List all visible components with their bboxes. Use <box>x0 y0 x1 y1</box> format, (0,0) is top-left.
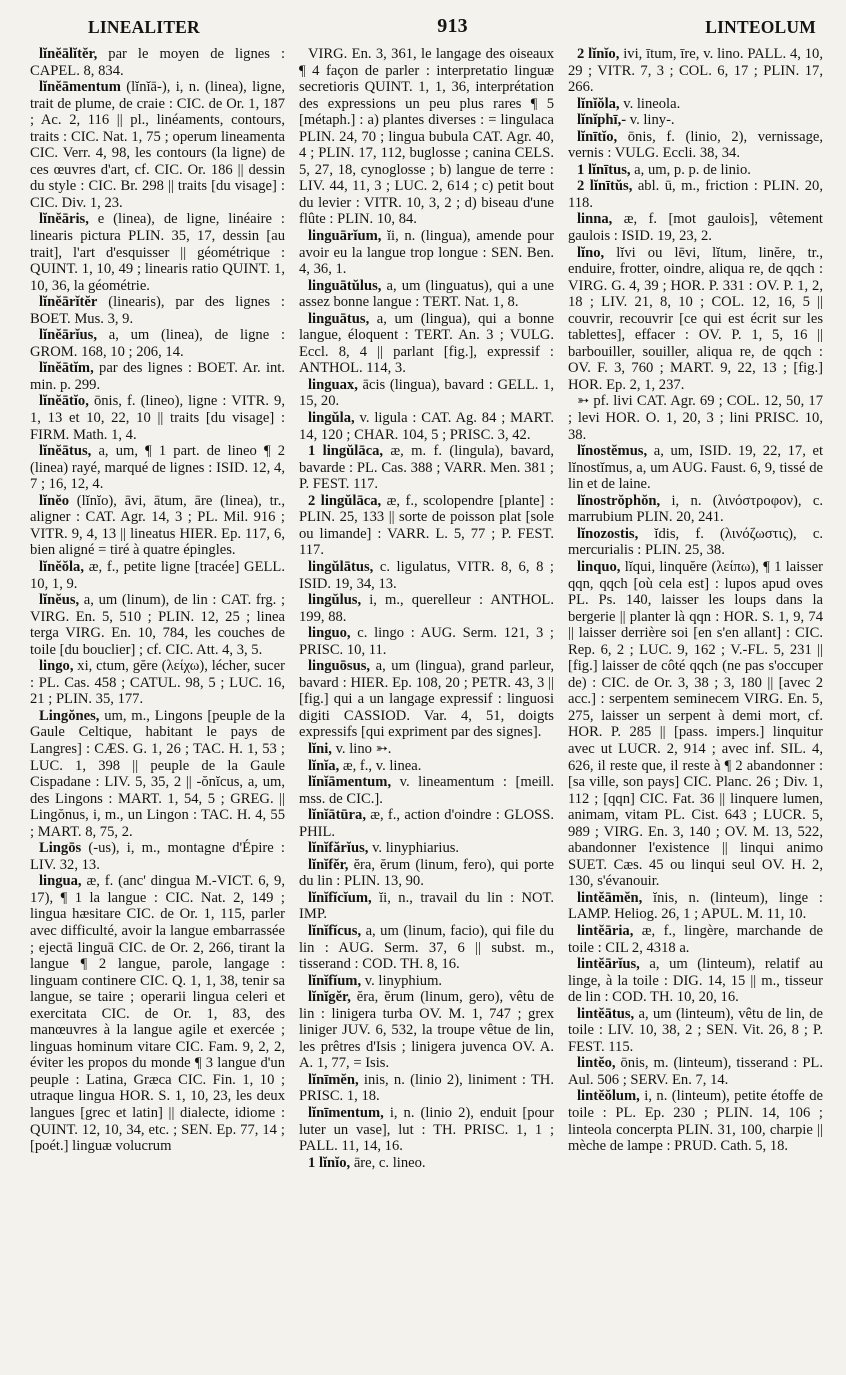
dictionary-entry <box>568 559 823 890</box>
entry-text: v. ligula : CAT. Ag. 84 ; MART. 14, 120 ; CHAR. 104, 5 ; PRISC. 3, 42. <box>299 410 554 443</box>
entry-text: VIRG. En. 3, 361, le langage des oiseaux ¶ 4 façon de parler : interpretatio linguæ secretioris QUINT. 1, 1, 36, interprétation des expressions un peu plus rares ¶ 5 [métaph.] : a) plantes diverses : = lingulaca PLIN. 24, 70 ; lingua bubula CAT. Agr. 40, 4 ; PLIN. 17, 112, buglosse ; canina CELS. 5, 27, 18, cynoglosse ; b) langue de terre : LIV. 44, 11, 3 ; LUC. 2, 614 ; c) petit bout du levier : VITR. 10, 3, 2 ; d) biseau d'une flûte : PLIN. 10, 84. <box>299 46 554 228</box>
entry-text: v. lineola. <box>619 95 681 112</box>
dictionary-entry <box>299 923 554 973</box>
entry-headword: lĭnĕārĭtĕr <box>39 294 98 311</box>
dictionary-entry <box>299 989 554 1072</box>
dictionary-entry <box>568 1006 823 1056</box>
page-number: 913 <box>437 15 468 37</box>
entry-headword: lintĕārĭus, <box>577 956 640 973</box>
entry-headword: lĭnĭŏla, <box>577 95 620 112</box>
entry-text: a, um (linum, facio), qui file du lin : AUG. Serm. 37, 6 || subst. m., tisserand : COD. TH. 8, 16. <box>299 922 554 973</box>
entry-headword: lĭnĭa, <box>308 757 340 774</box>
entry-headword: lĭnĭfărĭus, <box>308 840 369 857</box>
entry-headword: lingo, <box>39 658 74 675</box>
column-1 <box>30 46 285 1171</box>
entry-text: ĭi, n., travail du lin : NOT. IMP. <box>299 889 554 923</box>
entry-headword: lĭnīmentum, <box>308 1105 384 1121</box>
entry-text: lĭvi ou lēvi, lĭtum, linĕre, tr., enduire, frotter, oindre, aliqua re, de qqch : VIRG. G. 4, 39 ; HOR. P. 331 : OV. P. 1, 2, 18 ; LIV. 21, 8, 10 ; COL. 12, 16, 5 || couvrir, recouvrir [ce qui est écrit sur les tablettes], effacer : OV. P. 1, 5, 16 || barbouiller, souiller, aliqua re, de qqch : OV. F. 3, 760 ; MART. 9, 22, 13 ; [fig.] HOR. Ep. 2, 1, 237. <box>568 244 823 393</box>
entry-headword: lĭnozostis, <box>577 525 639 542</box>
dictionary-entry <box>568 46 823 96</box>
entry-headword: lingua, <box>39 873 82 890</box>
dictionary-entry <box>568 129 823 162</box>
entry-text: (linearis), par des lignes : BOET. Mus. 3, 9. <box>30 294 285 327</box>
entry-headword: lĭno, <box>577 244 605 261</box>
entry-text: æ, f., v. linea. <box>339 757 422 774</box>
dictionary-entry <box>568 178 823 211</box>
entry-text: a, um, ISID. 19, 22, 17, et lĭnostĭmus, a, um AUG. Faust. 6, 9, tissé de lin et de laine. <box>568 443 823 493</box>
entry-headword: lĭnĕātĭm, <box>39 360 94 377</box>
dictionary-entry <box>299 443 554 493</box>
dictionary-entry <box>299 1072 554 1105</box>
entry-text: v. linyphiarius. <box>368 840 460 857</box>
entry-text: ĕra, ĕrum (linum, gero), vêtu de lin : linigera turba OV. M. 1, 747 ; grex liniger JUV. 6, 532, la troupe vêtue de lin, les prêtres d'Isis ; linigera juvenca OV. A. A. 1, 77, = Isis. <box>299 989 554 1072</box>
entry-headword: lĭnīmĕn, <box>308 1071 359 1088</box>
dictionary-entry <box>299 228 554 278</box>
entry-headword: lintĕāmĕn, <box>577 889 643 906</box>
dictionary-entry <box>299 493 554 559</box>
entry-text: æ, f., action d'oindre : GLOSS. PHIL. <box>299 807 554 840</box>
entry-headword: lĭnĭfĕr, <box>308 856 349 873</box>
entry-text: a, um (linum), de lin : CAT. frg. ; VIRG. En. 5, 510 ; PLIN. 12, 25 ; linea terga VIRG. En. 10, 784, les couches de toile [du bouclier] ; cf. CIC. Att. 4, 3, 5. <box>30 592 285 658</box>
dictionary-entry <box>299 807 554 840</box>
entry-headword: linquo, <box>577 558 621 575</box>
entry-headword: lĭnĕāmentum <box>39 79 121 96</box>
column-2 <box>299 46 554 1171</box>
entry-headword: lĭnītĭo, <box>577 128 618 145</box>
dictionary-entry <box>299 311 554 377</box>
entry-text: æ, m. f. (lingula), bavard, bavarde : PL. Cas. 388 ; VARR. Men. 381 ; P. FEST. 117. <box>299 443 555 493</box>
entry-headword: lĭnĭfĭcĭum, <box>308 889 372 906</box>
right-guide-word: LINTEOLUM <box>705 17 816 37</box>
dictionary-entry <box>30 658 285 708</box>
entry-text: a, um, ¶ 1 part. de lineo ¶ 2 (linea) rayé, marqué de lignes : ISID. 12, 4, 7 ; 16, 12, 4. <box>30 443 285 493</box>
entry-headword: lintĕāria, <box>577 922 634 939</box>
entry-text: inis, n. (linio 2), liniment : TH. PRISC. 1, 18. <box>299 1071 554 1105</box>
entry-headword: linguārĭum, <box>308 228 382 245</box>
entry-text: abl. ū, m., friction : PLIN. 20, 118. <box>568 178 824 211</box>
dictionary-entry <box>30 211 285 294</box>
entry-text: (-us), i, m., montagne d'Épire : LIV. 32, 13. <box>30 840 285 873</box>
entry-headword: lĭnĕārĭus, <box>39 327 97 344</box>
dictionary-entry <box>299 973 554 990</box>
dictionary-entry <box>30 559 285 592</box>
entry-headword: 2 lĭnītŭs, <box>577 178 633 195</box>
dictionary-entry <box>299 278 554 311</box>
entry-headword: Lingōs <box>39 840 82 857</box>
entry-headword: lĭnĕus, <box>39 592 80 609</box>
entry-headword: linguātus, <box>308 310 370 327</box>
entry-headword: lintĕŏlum, <box>577 1088 640 1105</box>
entry-headword: 1 lĭnītus, <box>577 161 631 178</box>
dictionary-entry <box>299 774 554 807</box>
dictionary-entry <box>299 592 554 625</box>
dictionary-entry <box>30 393 285 443</box>
entry-text: e (linea), de ligne, linéaire : linearis pictura PLIN. 35, 17, dessin [au trait], l'art d'esquisser || géométrique : QUINT. 1, 10, 49 ; linearis ratio QUINT. 1, 10, 36, la géométrie. <box>30 211 285 294</box>
entry-headword: linguo, <box>308 625 351 642</box>
entry-text: lĭqui, linquĕre (λείπω), ¶ 1 laisser qqn, qqch [où cela est] : lupos apud oves PL. Ps. 140, laisser les loups dans la bergerie || planter là qqn : HOR. S. 1, 9, 74 || laisser derrière soi [en s'en allant] : CIC. Rep. 6, 2 ; LUC. 9, 162 ; V.-FL. 5, 231 || [fig.] laisser de côté qqch (ne pas s'occuper de) : CIC. de Or. 3, 38 ; 3, 180 || [avec 2 acc.] : serpentem seminecem VIRG. En. 5, 275, laisser un serpent à demi mort, cf. HOR. P. 285 || [pass. impers.] linquitur avec ut LUCR. 2, 914 ; avec inf. SIL. 4, 626, il reste que, il reste à ¶ 2 abandonner : [sa ville, son pays] CIC. Planc. 26 ; Div. 1, 112 ; [qqn] CIC. Fat. 36 || linquere lumen, animam, vitam PL. Cist. 643 ; LUCR. 5, 989 ; VIRG. En. 3, 140 ; OV. M. 13, 522, abandonner l'existence || linqui animo SUET. Cæs. 45 ou linqui seul OV. H. 2, 130, s'évanouir. <box>568 558 823 890</box>
dictionary-entry <box>30 360 285 393</box>
entry-headword: 1 lingŭlāca, <box>308 443 384 460</box>
entry-text: æ, f., scolopendre [plante] : PLIN. 25, 133 || sorte de poisson plat [sole ou limande] : VARR. L. 5, 77 ; P. FEST. 117. <box>299 492 554 559</box>
entry-text: ĭi, n. (lingua), amende pour avoir eu la langue trop longue : SEN. Ben. 4, 36, 1. <box>299 228 554 278</box>
dictionary-entry <box>299 410 554 443</box>
entry-headword: lĭnĭphī,- <box>577 112 627 129</box>
dictionary-entry <box>299 890 554 923</box>
entry-headword: 2 lingŭlāca, <box>308 492 382 509</box>
entry-text: i, n. (linteum), petite étoffe de toile : PL. Ep. 230 ; PLIN. 14, 106 ; linteola concerpta PLIN. 31, 100, charpie || mèche de lampe : PRUD. Cath. 5, 18. <box>568 1088 823 1155</box>
dictionary-entry <box>30 294 285 327</box>
entry-headword: lĭnĕo <box>39 492 69 509</box>
column-3 <box>568 46 823 1171</box>
entry-headword: lĭnĕātĭo, <box>39 393 89 410</box>
entry-text: ivi, ītum, īre, v. lino. PALL. 4, 10, 29 ; VITR. 7, 3 ; COL. 6, 17 ; PLIN. 17, 266. <box>568 46 823 96</box>
entry-text: a, um, p. p. de linio. <box>630 161 751 178</box>
entry-headword: linguōsus, <box>308 658 371 675</box>
dictionary-entry <box>30 443 285 493</box>
entry-text: ācis (lingua), bavard : GELL. 1, 15, 20. <box>299 376 554 410</box>
entry-text: (lĭnĭā-), i, n. (linea), ligne, trait de plume, de craie : CIC. de Or. 1, 187 ; Ac. 2, 116 || pl., linéaments, contours, traits : CIC. Nat. 1, 75 ; operum lineamenta CIC. Verr. 4, 98, les contours (la ligne) de ces œuvres d'art, cf. CIC. Or. 186 || dessin du style : CIC. Br. 298 || traits [du visage] : CIC. Div. 1, 23. <box>30 79 285 211</box>
entry-headword: lĭnĕāris, <box>39 211 89 228</box>
dictionary-entry <box>299 625 554 658</box>
entry-text: ➳ pf. livi CAT. Agr. 69 ; COL. 12, 50, 17 ; levi HOR. O. 1, 20, 3 ; lini PRISC. 10, 38. <box>568 393 823 443</box>
entry-headword: linna, <box>577 211 613 228</box>
entry-headword: linguax, <box>308 376 358 393</box>
dictionary-entry <box>568 923 823 956</box>
entry-headword: lintĕo, <box>577 1055 616 1072</box>
entry-text: v. liny-. <box>626 112 675 129</box>
dictionary-entry <box>568 162 823 179</box>
entry-text: ōnis, m. (linteum), tisserand : PL. Aul. 506 ; SERV. En. 7, 14. <box>568 1055 823 1088</box>
entry-text: v. linyphium. <box>361 972 443 989</box>
entry-headword: lintĕātus, <box>577 1005 635 1022</box>
entry-headword: lĭnostrŏphŏn, <box>577 492 661 509</box>
entry-text: xi, ctum, gĕre (λείχω), lécher, sucer : PL. Cas. 458 ; CATUL. 98, 5 ; LUC. 16, 21 ; PLIN. 35, 177. <box>30 658 285 708</box>
entry-text: c. lingo : AUG. Serm. 121, 3 ; PRISC. 10, 11. <box>299 625 554 658</box>
entry-text: ōnis, f. (linio, 2), vernissage, vernis : VULG. Eccli. 38, 34. <box>568 128 823 162</box>
dictionary-entry <box>299 1155 554 1172</box>
entry-headword: lĭnĭātūra, <box>308 807 366 824</box>
entry-headword: lĭnĕŏla, <box>39 558 84 575</box>
running-header <box>30 8 834 38</box>
dictionary-entry <box>30 79 285 211</box>
dictionary-entry <box>299 559 554 592</box>
entry-text: i, n. (linio 2), enduit [pour luter un vase], lut : TH. PRISC. 1, 1 ; PALL. 11, 14, 16. <box>299 1105 554 1155</box>
dictionary-entry <box>568 443 823 493</box>
dictionary-entry <box>568 1088 823 1154</box>
dictionary-entry <box>299 857 554 890</box>
dictionary-entry <box>30 708 285 840</box>
dictionary-entry <box>30 840 285 873</box>
dictionary-entry <box>299 377 554 410</box>
entry-text: a, um (lingua), grand parleur, bavard : HIER. Ep. 108, 20 ; PETR. 43, 3 || [fig.] qui a un langage expressif : linguosi digiti CASSIOD. Var. 4, 51, doigts expressifs [qui expriment par des signes]. <box>299 658 554 741</box>
entry-headword: linguātŭlus, <box>308 277 382 294</box>
entry-text: (lĭnĭo), āvi, ātum, āre (linea), tr., aligner : CAT. Agr. 14, 3 ; PL. Mil. 916 ; VITR. 9, 4, 13 || lineatus HIER. Ep. 117, 6, bien aligné = tiré à quatre épingles. <box>30 492 285 559</box>
entry-text: æ, f., lingère, marchande de toile : CIL 2, 4318 a. <box>568 922 823 956</box>
entry-text: v. lineamentum : [meill. mss. de CIC.]. <box>299 774 554 807</box>
dictionary-entry <box>30 592 285 658</box>
dictionary-entry <box>30 46 285 79</box>
entry-headword: 2 lĭnĭo, <box>577 46 620 62</box>
dictionary-entry <box>568 526 823 559</box>
entry-text: um, m., Lingons [peuple de la Gaule Celtique, habitant le pays de Langres] : CÆS. G. 1, 26 ; TAC. H. 1, 53 ; LUC. 1, 398 || peuple de la Gaule Cispadane : LIV. 5, 35, 2 || -ŏnĭcus, a, um, des Lingons : MART. 1, 54, 5 ; GREG. || Lingŏnus, i, m., un Lingon : TAC. H. 4, 55 ; MART. 8, 75, 2. <box>30 707 285 840</box>
dictionary-entry <box>299 840 554 857</box>
left-guide-word: LINEALITER <box>88 17 200 37</box>
entry-text: a, um (linea), de ligne : GROM. 168, 10 ; 206, 14. <box>30 327 285 360</box>
entry-headword: lingŭlus, <box>308 592 362 609</box>
dictionary-entry <box>568 245 823 394</box>
entry-text: a, um (linteum), relatif au linge, à la toile : DIG. 14, 15 || m., tisseur de lin : COD. TH. 10, 20, 16. <box>568 956 823 1006</box>
entry-headword: lingŭlātus, <box>308 558 374 575</box>
entry-headword: lĭnĭfĭcus, <box>308 922 362 939</box>
entry-headword: lĭnĕātus, <box>39 443 92 460</box>
entry-headword: lĭnĭāmentum, <box>308 774 392 791</box>
entry-text: v. lino ➳. <box>331 740 392 757</box>
dictionary-entry <box>568 393 823 443</box>
dictionary-entry <box>299 658 554 741</box>
entry-text: i, m., querelleur : ANTHOL. 199, 88. <box>299 592 554 625</box>
entry-text: a, um (linguatus), qui a une assez bonne langue : TERT. Nat. 1, 8. <box>299 277 554 311</box>
dictionary-entry <box>568 112 823 129</box>
entry-text: c. ligulatus, VITR. 8, 6, 8 ; ISID. 19, 34, 13. <box>299 558 554 592</box>
dictionary-entry <box>568 493 823 526</box>
entry-text: æ, f. (anc' dingua M.-VICT. 6, 9, 17), ¶ 1 la langue : CIC. Nat. 2, 149 ; lingua hæsitare CIC. de Or. 1, 115, parler avec difficulté, avoir la langue embarrassée ; ejectā linguā CIC. de Or. 2, 266, tirant la langue ¶ 2 langue, parole, langage : linguam continere CIC. Q. 1, 1, 38, tenir sa langue, se taire ; operarii lingua celeri et exercitata CIC. de Or. 1, 83, des manœuvres à la langue agile et exercée ; linguas hominum vitare CIC. Fam. 9, 2, 2, éviter les propos du monde ¶ 3 langue d'un peuple : Latina, Græca CIC. Fin. 1, 10 ; utraque lingua HOR. S. 1, 10, 23, les deux langues [grec et latin] || dialecte, idiome : QUINT. 12, 10, 34, etc. ; SEN. Ep. 77, 14 ; [poét.] linguæ volucrum <box>30 873 285 1155</box>
dictionary-entry <box>299 1105 554 1155</box>
entry-text: par le moyen de lignes : CAPEL. 8, 834. <box>30 46 285 79</box>
entry-text: ōnis, f. (lineo), ligne : VITR. 9, 1, 13 et 10, 22, 10 || traits [du visage] : FIRM. Math. 1, 4. <box>30 393 285 443</box>
dictionary-entry <box>30 327 285 360</box>
entry-text: ĕra, ĕrum (linum, fero), qui porte du lin : PLIN. 13, 90. <box>299 856 554 890</box>
dictionary-entry <box>30 493 285 559</box>
dictionary-entry <box>568 956 823 1006</box>
entry-headword: Lingŏnes, <box>39 707 100 724</box>
columns <box>30 46 834 1171</box>
entry-headword: lingŭla, <box>308 410 355 427</box>
dictionary-entry <box>299 46 554 228</box>
dictionary-entry <box>299 758 554 775</box>
entry-headword: lĭnostĕmus, <box>577 443 648 460</box>
dictionary-entry <box>30 873 285 1154</box>
entry-headword: lĭnĭgĕr, <box>308 989 351 1006</box>
entry-text: par des lignes : BOET. Ar. int. min. p. 299. <box>30 360 285 393</box>
entry-text: ĭdis, f. (λινόζωστις), c. mercurialis : PLIN. 25, 38. <box>568 525 823 559</box>
dictionary-entry <box>568 890 823 923</box>
entry-text: ĭnis, n. (linteum), linge : LAMP. Heliog. 26, 1 ; APUL. M. 11, 10. <box>568 889 823 923</box>
entry-text: āre, c. lineo. <box>350 1154 426 1171</box>
entry-headword: lĭnĭfĭum, <box>308 972 362 989</box>
entry-headword: 1 lĭnĭo, <box>308 1154 351 1171</box>
entry-text: a, um (linteum), vêtu de lin, de toile : LIV. 10, 38, 2 ; SEN. Vit. 26, 8 ; P. FEST. 115. <box>568 1005 823 1055</box>
entry-text: æ, f., petite ligne [tracée] GELL. 10, 1, 9. <box>30 558 285 592</box>
dictionary-entry <box>568 211 823 244</box>
entry-text: æ, f. [mot gaulois], vêtement gaulois : ISID. 19, 23, 2. <box>568 211 823 245</box>
entry-headword: lĭnĕālĭtĕr, <box>39 46 98 62</box>
dictionary-entry <box>568 1055 823 1088</box>
dictionary-entry <box>568 96 823 113</box>
entry-text: i, n. (λινόστροφον), c. marrubium PLIN. 20, 241. <box>568 492 823 526</box>
dictionary-entry <box>299 741 554 758</box>
entry-text: a, um (lingua), qui a bonne langue, éloquent : TERT. An. 3 ; VULG. Eccl. 8, 4 || parlant [fig.], expressif : ANTHOL. 114, 3. <box>299 310 554 377</box>
entry-headword: lĭni, <box>308 740 332 757</box>
